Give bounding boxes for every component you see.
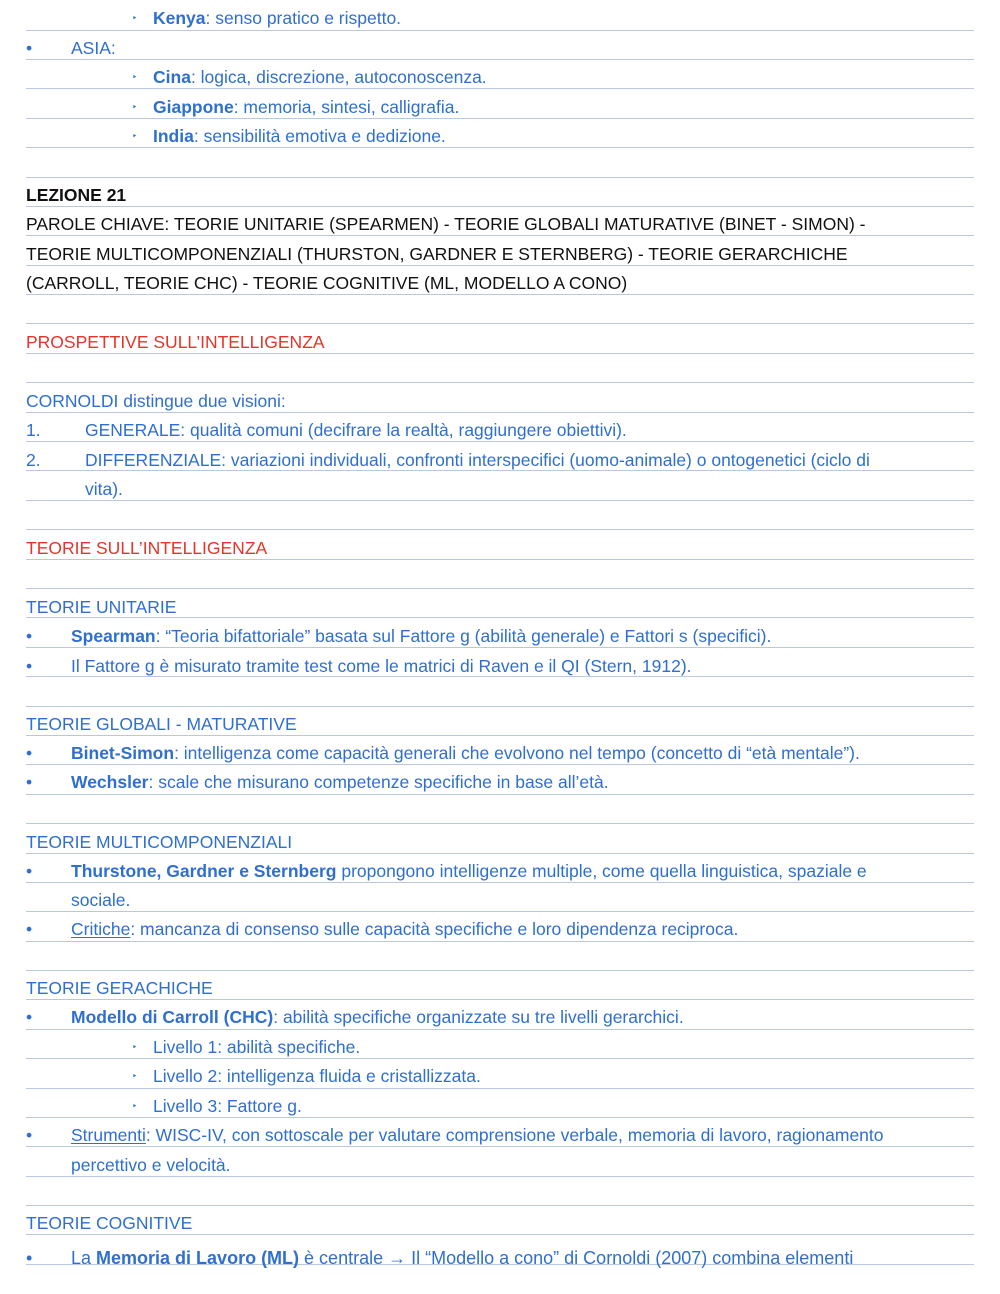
subheading-multicomponenziali: TEORIE MULTICOMPONENZIALI	[26, 832, 293, 852]
subheading-cognitive: TEORIE COGNITIVE	[26, 1213, 193, 1233]
strumenti-label: Strumenti	[71, 1125, 146, 1145]
ruled-line	[26, 1205, 974, 1206]
numbered-item-2	[26, 446, 974, 475]
keywords-line-3: (CARROLL, TEORIE CHC) - TEORIE COGNITIVE (ML, MODELLO A CONO)	[26, 273, 628, 293]
list-item-strumenti-cont	[26, 1151, 974, 1180]
list-item-livello-3	[26, 1092, 974, 1121]
model-name: Modello di Carroll (CHC)	[71, 1007, 274, 1027]
item-text: : “Teoria bifattoriale” basata sul Fattore g (abilità generale) e Fattori s (specifici).	[155, 626, 772, 646]
item-text: : mancanza di consenso sulle capacità specifiche e loro dipendenza reciproca.	[130, 919, 739, 939]
triangle-bullet-icon: ‣	[132, 102, 138, 112]
list-item-asia	[26, 34, 974, 63]
level-text: Livello 2: intelligenza fluida e cristallizzata.	[153, 1066, 481, 1086]
ruled-line	[26, 382, 974, 383]
list-item-wechsler	[26, 768, 974, 797]
critiche-label: Critiche	[71, 919, 131, 939]
author-name: Wechsler	[71, 772, 149, 792]
item-text-continuation: sociale.	[71, 890, 131, 910]
subheading-gerarchiche: TEORIE GERACHICHE	[26, 978, 213, 998]
numbered-item-2-cont	[26, 475, 974, 504]
cornoldi-intro: CORNOLDI distingue due visioni:	[26, 391, 286, 411]
author-name: Binet-Simon	[71, 743, 175, 763]
section-heading-teorie: TEORIE SULL’INTELLIGENZA	[26, 538, 268, 558]
item-text-continuation: vita).	[85, 479, 123, 499]
ruled-line	[26, 970, 974, 971]
item-text: : abilità specifiche organizzate su tre livelli gerarchici.	[273, 1007, 684, 1027]
list-item-thurstone-cont	[26, 886, 974, 915]
ruled-line	[26, 706, 974, 707]
lesson-title: LEZIONE 21	[26, 185, 127, 205]
item-text-pre: La	[71, 1248, 97, 1268]
country-traits: : memoria, sintesi, calligrafia.	[233, 97, 460, 117]
list-item-cina	[26, 63, 974, 92]
list-item-binet	[26, 739, 974, 768]
country-name: India	[153, 126, 194, 146]
item-text: Il Fattore g è misurato tramite test come le matrici di Raven e il QI (Stern, 1912).	[71, 656, 692, 676]
item-text: GENERALE: qualità comuni (decifrare la realtà, raggiungere obiettivi).	[85, 420, 627, 440]
numbered-item-1	[26, 416, 974, 445]
item-number: 2.	[26, 450, 41, 470]
item-text-continuation: percettivo e velocità.	[71, 1155, 231, 1175]
ruled-line	[26, 588, 974, 589]
country-traits: : sensibilità emotiva e dedizione.	[193, 126, 446, 146]
ruled-line	[26, 823, 974, 824]
list-item-kenya	[26, 4, 974, 33]
bullet-icon: •	[26, 1007, 33, 1027]
list-item-spearman	[26, 622, 974, 651]
level-text: Livello 3: Fattore g.	[153, 1096, 302, 1116]
section-heading-prospettive: PROSPETTIVE SULL’INTELLIGENZA	[26, 332, 325, 352]
bullet-icon: •	[26, 772, 33, 792]
ruled-line	[26, 177, 974, 178]
country-name: Cina	[153, 67, 191, 87]
list-item-critiche	[26, 915, 974, 944]
level-text: Livello 1: abilità specifiche.	[153, 1037, 361, 1057]
bullet-icon: •	[26, 919, 33, 939]
list-item-giappone	[26, 93, 974, 122]
triangle-bullet-icon: ‣	[132, 1101, 138, 1111]
keywords-line-2: TEORIE MULTICOMPONENZIALI (THURSTON, GARDNER E STERNBERG) - TEORIE GERARCHICHE	[26, 244, 848, 264]
ruled-line	[26, 323, 974, 324]
list-item-carroll	[26, 1003, 974, 1032]
list-item-livello-1	[26, 1033, 974, 1062]
item-text: DIFFERENZIALE: variazioni individuali, confronti interspecifici (uomo-animale) o ontogenetici (ciclo di	[85, 450, 870, 470]
triangle-bullet-icon: ‣	[132, 131, 138, 141]
country-traits: : senso pratico e rispetto.	[205, 8, 402, 28]
list-item-india	[26, 122, 974, 151]
list-item-fattore-g	[26, 652, 974, 681]
continent-label: ASIA:	[71, 38, 116, 58]
list-item-strumenti	[26, 1121, 974, 1150]
item-text: propongono intelligenze multiple, come quella linguistica, spaziale e	[336, 861, 867, 881]
bullet-icon: •	[26, 861, 33, 881]
subheading-unitarie: TEORIE UNITARIE	[26, 597, 177, 617]
author-name: Thurstone, Gardner e Sternberg	[71, 861, 337, 881]
list-item-memoria-lavoro	[26, 1244, 974, 1273]
ruled-line	[26, 529, 974, 530]
item-text: : intelligenza come capacità generali che evolvono nel tempo (concetto di “età mentale”).	[174, 743, 860, 763]
triangle-bullet-icon: ‣	[132, 72, 138, 82]
bullet-icon: •	[26, 656, 33, 676]
concept-name: Memoria di Lavoro (ML)	[96, 1248, 300, 1268]
triangle-bullet-icon: ‣	[132, 13, 138, 23]
bullet-icon: •	[26, 38, 33, 58]
item-text: : WISC-IV, con sottoscale per valutare comprensione verbale, memoria di lavoro, ragionamento	[145, 1125, 884, 1145]
bullet-icon: •	[26, 626, 33, 646]
keywords-line-1: PAROLE CHIAVE: TEORIE UNITARIE (SPEARMEN) - TEORIE GLOBALI MATURATIVE (BINET - SIMON) -	[26, 214, 866, 234]
author-name: Spearman	[71, 626, 156, 646]
bullet-icon: •	[26, 743, 33, 763]
subheading-globali: TEORIE GLOBALI - MATURATIVE	[26, 714, 297, 734]
bullet-icon: •	[26, 1248, 33, 1268]
item-text: è centrale → Il “Modello a cono” di Cornoldi (2007) combina elementi	[299, 1248, 854, 1268]
country-traits: : logica, discrezione, autoconoscenza.	[190, 67, 487, 87]
list-item-thurstone	[26, 857, 974, 886]
item-number: 1.	[26, 420, 41, 440]
item-text: : scale che misurano competenze specifiche in base all’età.	[148, 772, 609, 792]
country-name: Kenya	[153, 8, 206, 28]
list-item-livello-2	[26, 1062, 974, 1091]
triangle-bullet-icon: ‣	[132, 1071, 138, 1081]
country-name: Giappone	[153, 97, 234, 117]
bullet-icon: •	[26, 1125, 33, 1145]
triangle-bullet-icon: ‣	[132, 1042, 138, 1052]
